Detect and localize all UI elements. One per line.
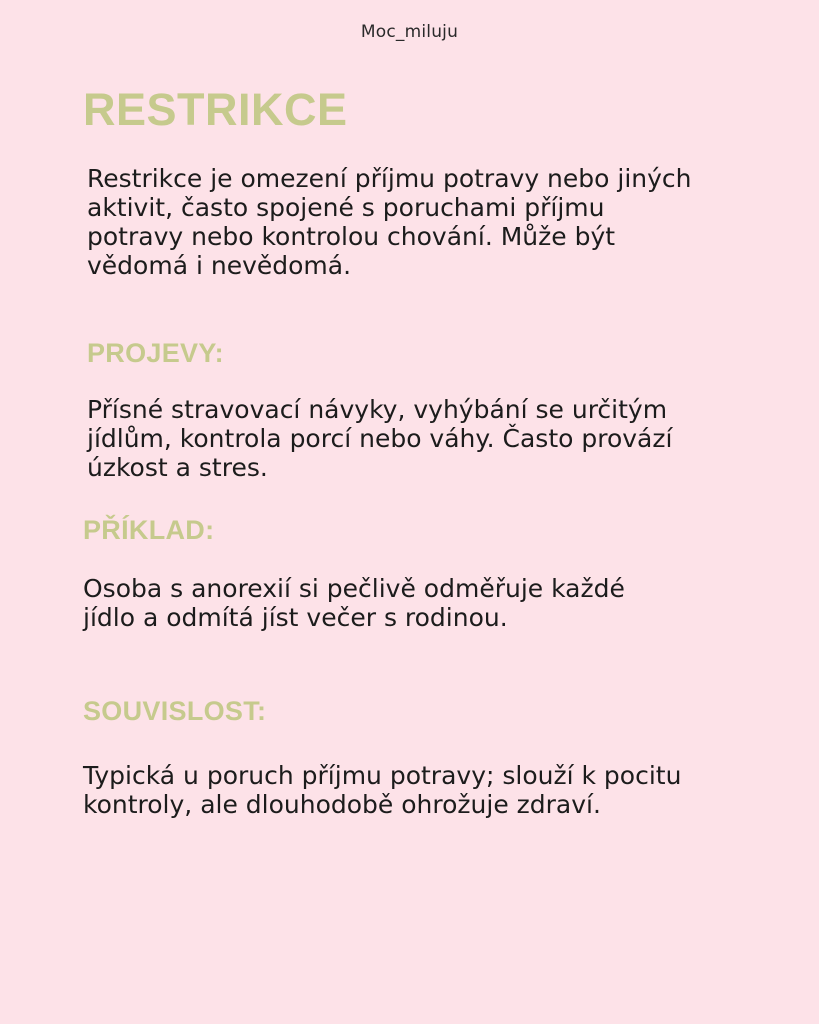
page-title: RESTRIKCE: [83, 84, 348, 135]
section-heading-souvislost: SOUVISLOST:: [83, 696, 267, 726]
section-text-priklad: Osoba s anorexií si pečlivě odměřuje každé jídlo a odmítá jíst večer s rodinou.: [83, 574, 625, 632]
section-heading-projevy: PROJEVY:: [87, 338, 224, 368]
intro-paragraph: Restrikce je omezení příjmu potravy nebo jiných aktivit, často spojené s poruchami příjmu potravy nebo kontrolou chování. Může být vědomá i nevědomá.: [87, 164, 692, 280]
username-label: Moc_miluju: [360, 22, 459, 42]
section-text-projevy: Přísné stravovací návyky, vyhýbání se určitým jídlům, kontrola porcí nebo váhy. Často provází úzkost a stres.: [87, 395, 673, 482]
section-heading-priklad: PŘÍKLAD:: [83, 515, 215, 545]
section-text-souvislost: Typická u poruch příjmu potravy; slouží k pocitu kontroly, ale dlouhodobě ohrožuje zdraví.: [83, 761, 682, 819]
